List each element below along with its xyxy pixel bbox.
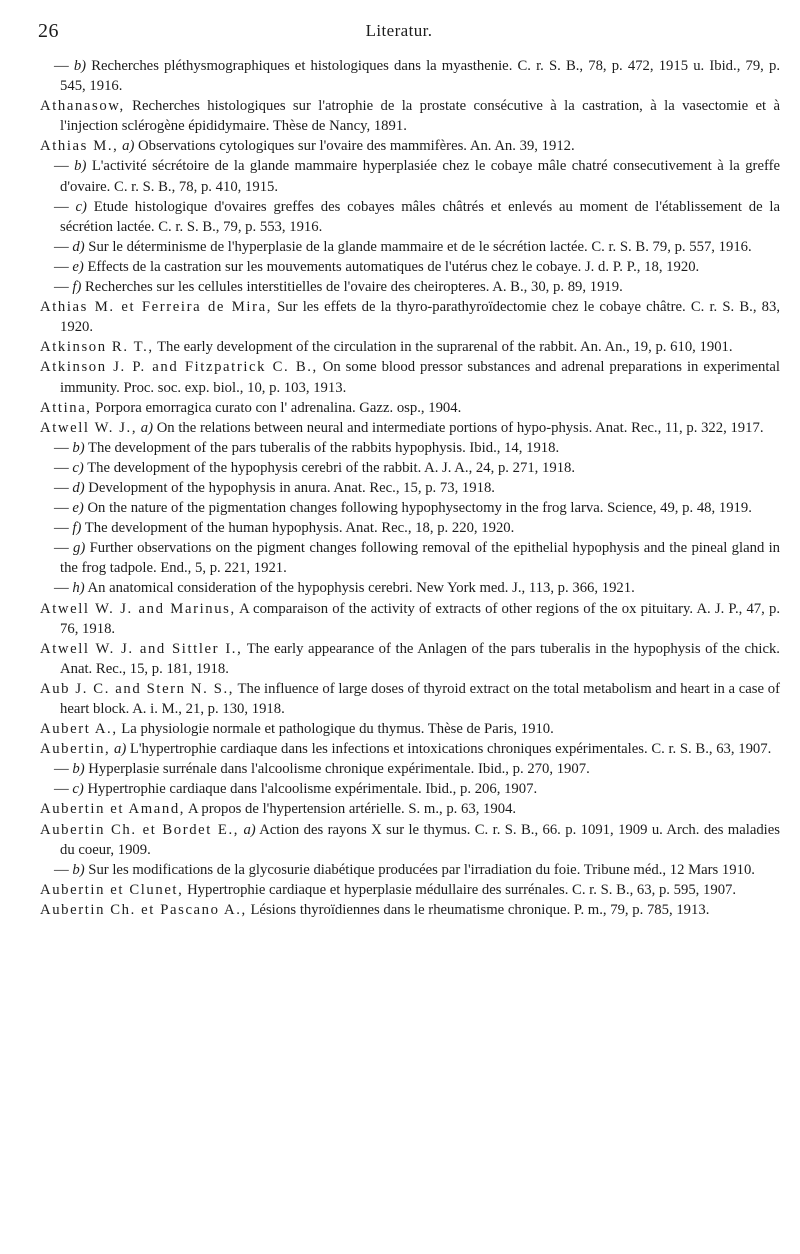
entry-citation: Hypertrophie cardiaque dans l'alcoolisme expérimentale. Ibid., p. 206, 1907.	[87, 781, 538, 798]
entry-label: e)	[72, 258, 84, 275]
continuation-dash: —	[54, 580, 73, 597]
bibliography-entry	[40, 719, 780, 739]
entry-author: Atwell W. J. and Sittler I.,	[40, 640, 243, 657]
entry-label: c)	[72, 781, 84, 798]
bibliography-subentry	[40, 197, 780, 237]
continuation-dash: —	[54, 279, 73, 296]
entry-label: b)	[72, 861, 85, 878]
bibliography-entry	[40, 820, 780, 860]
bibliography-subentry	[40, 56, 780, 96]
entry-label: f)	[72, 279, 82, 296]
entry-citation: The development of the hypophysis cerebri of the rabbit. A. J. A., 24, p. 271, 1918.	[87, 459, 576, 476]
entry-label: c)	[72, 459, 84, 476]
bibliography-entry	[40, 739, 780, 759]
bibliography-subentry	[40, 860, 780, 880]
page-number: 26	[38, 20, 59, 42]
bibliography-subentry	[40, 438, 780, 458]
entry-label: h)	[72, 580, 85, 597]
bibliography-entry	[40, 398, 780, 418]
entry-label: a)	[122, 138, 135, 155]
page-header	[38, 18, 760, 44]
entry-label: b)	[72, 439, 85, 456]
bibliography-subentry	[40, 458, 780, 478]
entry-citation: Porpora emorragica curato con l' adrenalina. Gazz. osp., 1904.	[95, 399, 462, 416]
entry-citation: The early appearance of the Anlagen of the pars tuberalis in the hypophysis of the chick. Anat. Rec., 15, p. 181, 1918.	[60, 640, 780, 677]
entry-author: Aubert A.,	[40, 721, 118, 738]
entry-citation: Hyperplasie surrénale dans l'alcoolisme chronique expérimentale. Ibid., p. 270, 1907.	[88, 761, 590, 778]
entry-label: b)	[74, 158, 87, 175]
entry-citation: The early development of the circulation in the suprarenal of the rabbit. An. An., 19, p. 610, 1901.	[157, 339, 733, 356]
bibliography-entry	[40, 639, 780, 679]
entry-citation: The influence of large doses of thyroid extract on the total metabolism and heart in a case of heart block. A. i. M., 21, p. 130, 1918.	[60, 680, 780, 717]
continuation-dash: —	[54, 258, 73, 275]
entry-citation: Hypertrophie cardiaque et hyperplasie médullaire des surrénales. C. r. S. B., 63, p. 595, 1907.	[187, 881, 737, 898]
running-title: Literatur.	[365, 21, 433, 40]
continuation-dash: —	[54, 861, 73, 878]
entry-citation: On some blood pressor substances and adrenal preparations in experimental immunity. Proc. soc. exp. biol., 10, p. 103, 1913.	[60, 359, 780, 396]
continuation-dash: —	[54, 520, 73, 537]
continuation-dash: —	[54, 459, 73, 476]
entry-label: c)	[75, 198, 87, 215]
continuation-dash: —	[54, 198, 76, 215]
entry-author: Atwell W. J.,	[40, 419, 138, 436]
entry-author: Aubertin et Amand,	[40, 801, 186, 818]
entry-citation: Lésions thyroïdiennes dans le rheumatisme chronique. P. m., 79, p. 785, 1913.	[250, 901, 710, 918]
entry-label: d)	[72, 479, 85, 496]
bibliography-list	[40, 56, 780, 920]
bibliography-subentry	[40, 277, 780, 297]
entry-label: a)	[140, 419, 154, 436]
entry-label: f)	[72, 520, 82, 537]
entry-label: e)	[72, 500, 84, 517]
entry-author: Athias M. et Ferreira de Mira,	[40, 299, 272, 316]
entry-author: Aubertin et Clunet,	[40, 881, 184, 898]
entry-label: b)	[72, 761, 85, 778]
bibliography-entry	[40, 337, 780, 357]
entry-citation: On the relations between neural and intermediate portions of hypo-physis. Anat. Rec., 11, p. 322, 1917.	[156, 419, 764, 436]
continuation-dash: —	[54, 479, 73, 496]
continuation-dash: —	[54, 58, 74, 74]
bibliography-subentry	[40, 759, 780, 779]
entry-citation: La physiologie normale et pathologique du thymus. Thèse de Paris, 1910.	[121, 721, 554, 738]
entry-citation: Etude histologique d'ovaires greffes des cobayes mâles châtrés et enlevés au moment de l'établissement de la sécrétion lactée. C. r. S. B., 79, p. 553, 1916.	[60, 198, 781, 235]
entry-citation: Recherches sur les cellules interstitielles de l'ovaire des cheiropteres. A. B., 30, p. 89, 1919.	[85, 279, 623, 296]
entry-citation: The development of the human hypophysis. Anat. Rec., 18, p. 220, 1920.	[84, 520, 515, 537]
entry-label: b)	[73, 58, 87, 74]
bibliography-entry	[40, 679, 780, 719]
bibliography-entry	[40, 900, 780, 920]
entry-citation: Effects de la castration sur les mouvements automatiques de l'utérus chez le cobaye. J. d. P. P., 18, 1920.	[87, 258, 700, 275]
entry-citation: An anatomical consideration of the hypophysis cerebri. New York med. J., 113, p. 366, 1921.	[87, 580, 635, 597]
continuation-dash: —	[54, 158, 75, 175]
entry-author: Aub J. C. and Stern N. S.,	[40, 680, 235, 697]
entry-citation: Recherches pléthysmographiques et histologiques dans la myasthenie. C. r. S. B., 78, p. 472, 1915 u. Ibid., 79, p. 545, 1916.	[60, 58, 781, 95]
continuation-dash: —	[54, 439, 73, 456]
entry-citation: The development of the pars tuberalis of the rabbits hypophysis. Ibid., 14, 1918.	[88, 439, 560, 456]
entry-author: Aubertin,	[40, 741, 111, 758]
bibliography-subentry	[40, 498, 780, 518]
continuation-dash: —	[54, 238, 73, 255]
bibliography-entry	[40, 136, 780, 156]
bibliography-entry	[40, 418, 780, 438]
entry-author: Atwell W. J. and Marinus,	[40, 600, 236, 617]
entry-citation: A propos de l'hypertension artérielle. S. m., p. 63, 1904.	[187, 801, 517, 818]
entry-citation: L'activité sécrétoire de la glande mammaire hyperplasiée chez le cobaye mâle chatré consecutivement à la greffe d'ovaire. C. r. S. B., 78, p. 410, 1915.	[60, 158, 780, 195]
bibliography-entry	[40, 96, 780, 136]
bibliography-entry	[40, 357, 780, 397]
entry-citation: Action des rayons X sur le thymus. C. r. S. B., 66. p. 1091, 1909 u. Arch. des maladies du coeur, 1909.	[60, 821, 781, 858]
entry-author: Athias M.,	[40, 138, 119, 155]
entry-author: Athanasow,	[40, 98, 125, 115]
continuation-dash: —	[54, 781, 73, 798]
bibliography-subentry	[40, 156, 780, 196]
entry-author: Atkinson J. P. and Fitzpatrick C. B.,	[40, 359, 318, 376]
entry-author: Aubertin Ch. et Bordet E.,	[40, 821, 240, 838]
entry-citation: Observations cytologiques sur l'ovaire des mammifères. An. An. 39, 1912.	[138, 138, 575, 155]
bibliography-entry	[40, 880, 780, 900]
continuation-dash: —	[54, 540, 73, 557]
entry-citation: L'hypertrophie cardiaque dans les infections et intoxications chroniques expérimentales. C. r. S. B., 63, 1907.	[129, 741, 772, 758]
entry-citation: Recherches histologiques sur l'atrophie de la prostate consécutive à la castration, à la vasectomie et à l'injection sclérogène épididymaire. Thèse de Nancy, 1891.	[60, 98, 781, 135]
entry-author: Attina,	[40, 399, 92, 416]
entry-author: Atkinson R. T.,	[40, 339, 154, 356]
bibliography-subentry	[40, 518, 780, 538]
entry-label: g)	[73, 540, 86, 557]
bibliography-subentry	[40, 538, 780, 578]
entry-citation: Sur les modifications de la glycosurie diabétique producées par l'irradiation du foie. Tribune méd., 12 Mars 1910.	[88, 861, 755, 878]
entry-citation: On the nature of the pigmentation changes following hypophysectomy in the frog larva. Science, 49, p. 48, 1919.	[87, 500, 752, 517]
continuation-dash: —	[54, 500, 73, 517]
bibliography-subentry	[40, 257, 780, 277]
entry-author: Aubertin Ch. et Pascano A.,	[40, 901, 247, 918]
continuation-dash: —	[54, 761, 73, 778]
bibliography-subentry	[40, 237, 780, 257]
entry-citation: Sur le déterminisme de l'hyperplasie de la glande mammaire et de le sécrétion lactée. C. r. S. B. 79, p. 557, 1916.	[88, 238, 752, 255]
entry-citation: Sur les effets de la thyro-parathyroïdectomie chez le cobaye châtre. C. r. S. B., 83, 1920.	[60, 299, 781, 336]
bibliography-entry	[40, 297, 780, 337]
entry-citation: Further observations on the pigment changes following removal of the epithelial hypophysis and the pineal gland in the frog tadpole. End., 5, p. 221, 1921.	[60, 540, 781, 577]
bibliography-subentry	[40, 478, 780, 498]
bibliography-entry	[40, 599, 780, 639]
entry-label: a)	[113, 741, 127, 758]
entry-citation: A comparaison of the activity of extracts of other regions of the ox pituitary. A. J. P., 47, p. 76, 1918.	[60, 600, 780, 637]
entry-citation: Development of the hypophysis in anura. Anat. Rec., 15, p. 73, 1918.	[88, 479, 495, 496]
bibliography-subentry	[40, 578, 780, 598]
bibliography-entry	[40, 799, 780, 819]
entry-label: d)	[72, 238, 85, 255]
bibliography-subentry	[40, 779, 780, 799]
entry-label: a)	[243, 821, 256, 838]
